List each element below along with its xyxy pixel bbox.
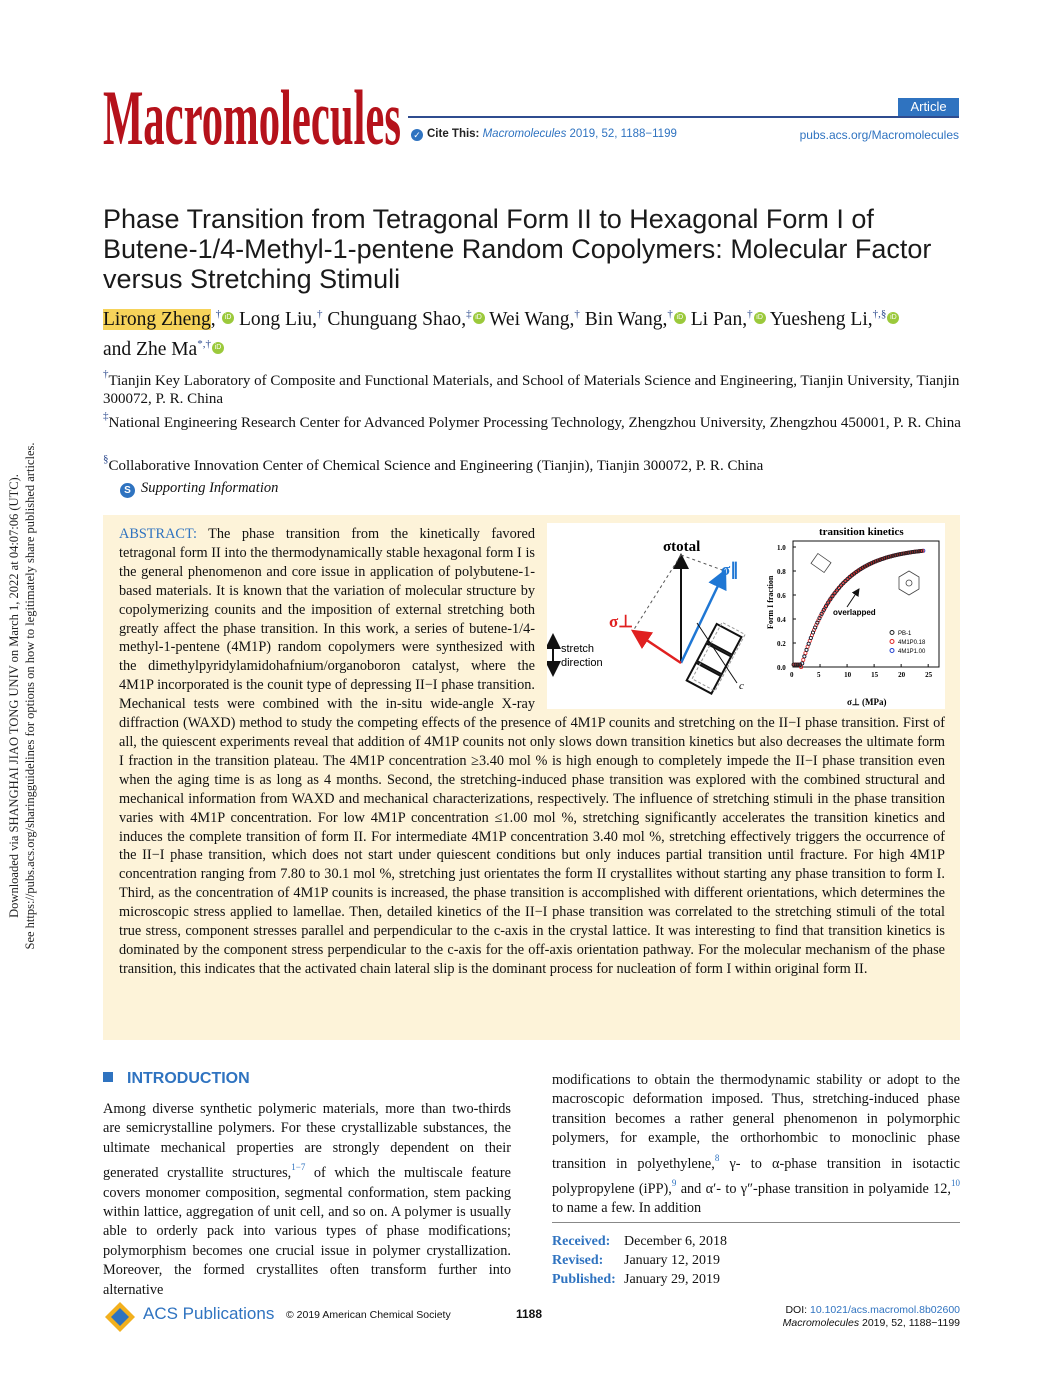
intro-text: modifications to obtain the thermodynamic stability or adopt to the macroscopic deformation imposed. Thus, stretching-induced phase transition becomes a rather general phenomenon in polymorphic polymers, for example, the orthorhombic to monoclinic phase transition in polyethylene,: [552, 1072, 960, 1172]
affiliation-text: Collaborative Innovation Center of Chemical Science and Engineering (Tianjin), Tianjin 300072, P. R. China: [108, 458, 764, 474]
legend-label: 4M1P1.00: [898, 649, 926, 655]
legend-marker: [890, 631, 894, 635]
y-tick-label: 0.8: [777, 568, 786, 576]
sigma-total-label: σtotal: [663, 539, 701, 555]
orcid-icon[interactable]: iD: [222, 312, 234, 324]
orcid-icon[interactable]: iD: [674, 312, 686, 324]
author-affil: *,†: [197, 338, 211, 350]
citation-link[interactable]: 1−7: [291, 1162, 306, 1173]
citation-link[interactable]: 9: [671, 1178, 677, 1189]
paper-title: Phase Transition from Tetragonal Form II to Hexagonal Form I of Butene-1/4-Methyl-1-pentene Random Copolymers: Molecular Factor versus Stretching Stimuli: [103, 204, 932, 294]
affiliation-text: Tianjin Key Laboratory of Composite and Functional Materials, and School of Materials Science and Engineering, Tianjin University, Tianjin 300072, P. R. China: [103, 373, 960, 407]
x-axis-label: σ⊥ (MPa): [847, 697, 887, 707]
legend-label: PB-1: [898, 631, 912, 637]
journal-url-link[interactable]: pubs.acs.org/Macromolecules: [799, 128, 959, 142]
author-affil: †: [317, 308, 323, 320]
publisher-name[interactable]: ACS Publications: [143, 1304, 275, 1323]
intro-text: Among diverse synthetic polymeric materials, more than two-thirds are semicrystalline polymers. For these crystallizable substances, the ultimate mechanical properties are strongly dependent on their generated crystallite structures,: [103, 1101, 511, 1182]
section-title: INTRODUCTION: [127, 1070, 250, 1087]
copyright: © 2019 American Chemical Society: [286, 1309, 451, 1321]
cite-journal[interactable]: Macromolecules: [482, 128, 567, 140]
legend-marker: [890, 649, 894, 653]
legend-label: 4M1P0.18: [898, 640, 926, 646]
affiliation: [103, 365, 963, 408]
inset-lattice-icon: [899, 571, 919, 595]
c-axis-label: c: [739, 680, 744, 692]
download-notice-line2: See https://pubs.acs.org/sharingguidelines for options on how to legitimately share published articles.: [23, 442, 37, 950]
author-name[interactable]: Li Pan: [690, 309, 743, 330]
inset-chain-icon: [811, 553, 831, 572]
cite-ref[interactable]: 2019, 52, 1188−1199: [569, 128, 677, 140]
author-name[interactable]: Yuesheng Li: [769, 309, 868, 330]
author-name[interactable]: Chunguang Shao: [327, 309, 462, 330]
toc-graphic: [547, 523, 945, 709]
intro-column-right: [552, 1071, 960, 1219]
y-tick-label: 0.2: [777, 640, 786, 648]
affiliation-symbol: †: [103, 368, 109, 380]
article-history: [552, 1222, 960, 1289]
sigma-perp-label: σ⊥: [609, 612, 634, 631]
affiliation: [103, 407, 963, 432]
y-tick-label: 1.0: [777, 544, 786, 552]
orcid-icon[interactable]: iD: [754, 312, 766, 324]
authors-and: and: [103, 339, 132, 360]
doi-link[interactable]: 10.1021/acs.macromol.8b02600: [809, 1304, 960, 1316]
data-point: [802, 658, 805, 661]
sigma-perp-arrow: [633, 631, 681, 663]
abstract-heading: ABSTRACT:: [119, 526, 197, 542]
author-affil: †: [667, 308, 673, 320]
author-name[interactable]: Lirong Zheng: [103, 309, 211, 330]
legend-marker: [890, 640, 894, 644]
revised-row: [552, 1251, 960, 1270]
article-type-badge: Article: [898, 98, 959, 116]
author-affil: ‡: [466, 308, 472, 320]
plot-title: transition kinetics: [819, 526, 904, 538]
orcid-icon[interactable]: iD: [887, 312, 899, 324]
data-point: [805, 648, 808, 651]
section-heading-introduction: [103, 1070, 250, 1088]
sigma-parallel-label: σ∥: [721, 560, 739, 579]
author-affil: †: [747, 308, 753, 320]
annotation-label: overlapped: [833, 608, 876, 617]
x-tick-label: 0: [790, 671, 794, 679]
affiliation: [103, 450, 963, 475]
x-tick-label: 5: [817, 671, 821, 679]
supporting-info-link[interactable]: [120, 480, 278, 498]
intro-text: of which the multiscale feature covers monomer composition, segmental conformation, stem packing within lattice, aggregation of unit cell, and so on. A polymer is usually able to orderly pack into various types of phase modifications; polymorphism becomes one crucial issue in polymer crystallization. Moreover, the formed crystallites often transform further into alternative: [103, 1165, 511, 1298]
abstract-box: [103, 515, 960, 1040]
author-name[interactable]: Zhe Ma: [136, 339, 198, 360]
orcid-icon[interactable]: iD: [473, 312, 485, 324]
stretch-label: stretch: [561, 643, 595, 655]
received-date: December 6, 2018: [624, 1234, 728, 1249]
doi-label: DOI:: [785, 1304, 808, 1316]
orcid-icon[interactable]: iD: [212, 342, 224, 354]
data-point: [807, 642, 810, 645]
download-notice-line1: Downloaded via SHANGHAI JIAO TONG UNIV on March 1, 2022 at 04:07:06 (UTC).: [7, 474, 21, 918]
y-tick-label: 0.0: [777, 664, 786, 672]
affiliation-text: National Engineering Research Center for Advanced Polymer Processing Technology, Zhengzhou University, Zhengzhou 450001, P. R. China: [108, 415, 961, 431]
x-tick-label: 25: [925, 671, 933, 679]
supporting-info-label: Supporting Information: [141, 480, 279, 496]
data-point: [804, 652, 807, 655]
cite-this[interactable]: [411, 128, 677, 141]
revised-label: Revised:: [552, 1253, 604, 1268]
y-tick-label: 0.6: [777, 592, 786, 600]
revised-date: January 12, 2019: [624, 1253, 721, 1268]
doi-block: [783, 1304, 960, 1330]
plot-legend: [890, 631, 926, 656]
received-label: Received:: [552, 1234, 611, 1249]
citation-link[interactable]: 10: [951, 1178, 960, 1189]
stretch-label: direction: [561, 657, 603, 669]
x-tick-label: 20: [898, 671, 906, 679]
abstract-text: The phase transition from the kinetically favored tetragonal form II into the thermodynamically stable hexagonal form I is the general phenomenon and core issue in application of polybutene-1-based materials. It is known that the variation of molecular structure by copolymerizing counits and the imposition of external stretching both greatly affect the phase transition. In this work, a series of butene-1/4-methyl-1-pentene (4M1P) random copolymers were synthesized with the dimethylpyridylamidohafnium/organoboron catalyst, where the 4M1P incorporated is the counit type of depressing II−I phase transition. Mechanical tests were combined with the in-situ wide-angle X-ray diffraction (WAXD) method to study the competing effects of the presence of 4M1P counits and stretching on the II−I phase transition. First of all, the quiescent experiments reveal that addition of 4M1P counits not only slows down transition kinetics but also decreases the ultimate form I fraction in the transition plateau. The 4M1P concentration ≥3.40 mol % is high enough to completely impede the II−I phase transition even when the aging time is as long as 4 months. Second, the stretching-induced phase transition was explored with the combined structural and mechanical information from WAXD and mechanical characterizations, respectively. The influence of stretching stimuli in the phase transition varies with 4M1P concentration. For low 4M1P concentration ≤1.00 mol %, stretching significantly accelerates the transition kinetics and induces the complete transition of form II. For intermediate 4M1P concentration 3.40 mol %, stretching effectively triggers the occurrence of the II−I phase transition, which does not start under quiescent conditions but only induces partial transition until fracture. For high 4M1P concentration ranging from 7.80 to 30.1 mol %, stretching just orientates the form II crystallites without starting any phase transition to form I. Third, as the concentration of 4M1P counits is increased, the phase transition is accomplished with different orientations, which determines the microscopic stress applied to lamellae. Then, detailed kinetics of the II−I phase transition was correlated to the stretching stimuli of the total true stress, component stresses parallel and perpendicular to the c-axis in the crystal lattice. It was interesting to find that transition kinetics is dominated by the component stress perpendicular to the c-axis for the off-axis orientation pathway. For the molecular mechanism of the phase transition, this indicates that the activated chain lateral slip is the dominant process for nucleation of form I within original form II.: [119, 526, 945, 977]
supporting-info-icon: S: [120, 483, 135, 498]
x-tick-label: 15: [871, 671, 879, 679]
footer-ref: 2019, 52, 1188−1199: [862, 1317, 960, 1329]
affiliation-symbol: §: [103, 453, 109, 465]
journal-logo: [103, 80, 403, 152]
citation-link[interactable]: 8: [714, 1152, 720, 1163]
author-name[interactable]: Wei Wang: [489, 309, 570, 330]
intro-text: γ- to α-phase transition in isotactic polypropylene (iPP),: [552, 1155, 960, 1198]
published-date: January 29, 2019: [624, 1272, 721, 1287]
annotation-arrow: [847, 589, 859, 607]
published-label: Published:: [552, 1272, 616, 1287]
author-affil: †,§: [872, 308, 887, 320]
section-marker-icon: [103, 1072, 113, 1082]
intro-text: to name a few. In addition: [552, 1200, 702, 1217]
received-row: [552, 1232, 960, 1251]
author-name[interactable]: Long Liu: [239, 309, 313, 330]
data-point: [803, 655, 806, 658]
projection-line: [681, 555, 725, 571]
journal-logo-text: Macromolecules: [103, 80, 401, 152]
y-axis-label: Form I fraction: [766, 575, 775, 629]
published-row: [552, 1270, 960, 1289]
author-affil: †: [574, 308, 580, 320]
intro-column-left: [103, 1100, 511, 1300]
page-number: 1188: [516, 1307, 543, 1321]
projection-line: [633, 555, 681, 631]
download-notice: [6, 246, 38, 1146]
cite-label: Cite This:: [427, 128, 480, 140]
author-list: Lirong Zheng,† iD Long Liu,† Chunguang Shao,‡ iD Wei Wang,† Bin Wang,† iD Li Pan,† iD Yuesheng Li,†,§ iD and Zhe Ma*,† iD: [103, 302, 963, 362]
intro-text: and α′- to γ″-phase transition in polyamide 12,: [676, 1181, 951, 1198]
x-tick-label: 10: [844, 671, 852, 679]
kinetics-plot: [766, 526, 939, 707]
acs-logo-icon[interactable]: [103, 1300, 137, 1334]
y-tick-label: 0.4: [777, 616, 786, 624]
header-rule: [408, 116, 959, 118]
page-footer: [103, 1300, 960, 1340]
check-icon: ✓: [411, 129, 423, 141]
footer-journal: Macromolecules: [782, 1317, 860, 1329]
affiliation-symbol: ‡: [103, 410, 109, 422]
author-affil: †: [215, 308, 222, 320]
author-name[interactable]: Bin Wang: [584, 309, 663, 330]
